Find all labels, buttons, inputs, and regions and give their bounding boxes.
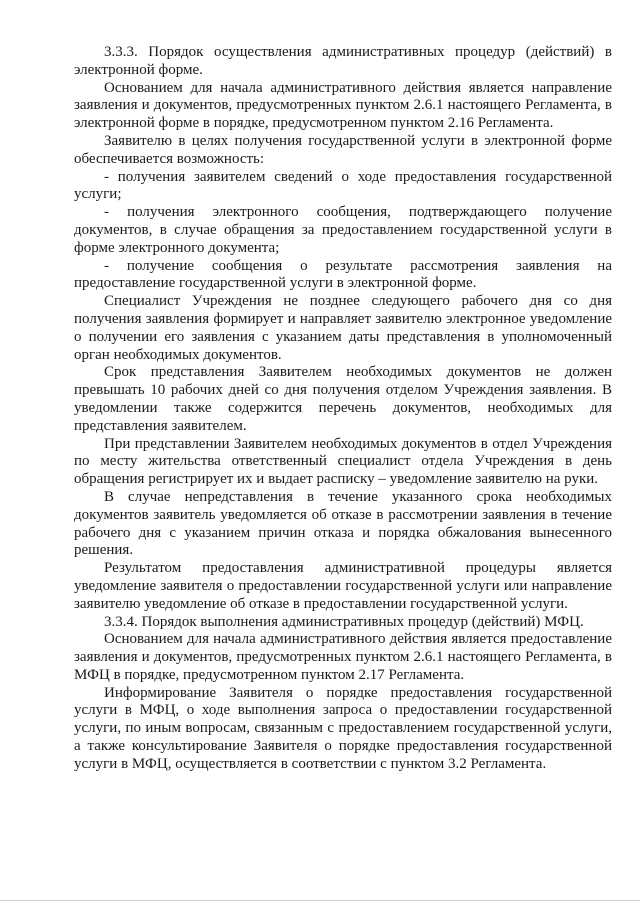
page-bottom-edge (0, 900, 640, 901)
list-item-status-info: - получения заявителем сведений о ходе предоставления государственной услуги; (74, 168, 612, 203)
section-heading-3-3-4: 3.3.4. Порядок выполнения административных процедур (действий) МФЦ. (104, 613, 584, 630)
document-page (74, 44, 612, 774)
paragraph-possibilities-intro: Заявителю в целях получения государственной услуги в электронной форме обеспечивается возможность: (74, 132, 612, 167)
list-item-receipt-confirmation: - получения электронного сообщения, подтверждающего получение документов, в случае обращения за предоставлением государственной услуги в форме электронного документа; (74, 204, 612, 256)
list-item-result-message: - получение сообщения о результате рассмотрения заявления на предоставление государственной услуги в электронной форме. (74, 257, 612, 292)
paragraph-basis-mfc: Основанием для начала административного действия является предоставление заявления и документов, предусмотренных пунктом 2.6.1 настоящего Регламента, в МФЦ в порядке, предусмотренном пунктом 2.17 Регламента. (74, 631, 612, 683)
paragraph-mfc-informing: Информирование Заявителя о порядке предоставления государственной услуги в МФЦ, о ходе выполнения запроса о предоставлении государственной услуги, по иным вопросам, связанным с предоставлением государственной услуги, а также консультирование Заявителя о порядке предоставления государственной услуги в МФЦ, осуществляется в соответствии с пунктом 3.2 Регламента. (74, 684, 612, 772)
paragraph-non-submission: В случае непредставления в течение указанного срока необходимых документов заявитель уведомляется об отказе в рассмотрении заявления в течение рабочего дня с указанием причин отказа и порядка обжалования вынесенного решения. (74, 488, 612, 559)
section-heading-3-3-3: 3.3.3. Порядок осуществления административных процедур (действий) в электронной форме. (74, 44, 612, 78)
paragraph-specialist-notice: Специалист Учреждения не позднее следующего рабочего дня со дня получения заявления формирует и направляет заявителю электронное уведомление о получении его заявления с указанием даты представления в уполномоченный орган необходимых документов. (74, 293, 612, 363)
paragraph-submission-deadline: Срок представления Заявителем необходимых документов не должен превышать 10 рабочих дней со дня получения отделом Учреждения заявления. В уведомлении также содержится перечень документов, необходимых для представления заявителем. (74, 364, 612, 434)
paragraph-procedure-result: Результатом предоставления административной процедуры является уведомление заявителя о предоставлении государственной услуги или направление заявителю уведомление об отказе в предоставлении государственной услуги. (74, 560, 612, 612)
paragraph-document-submission: При представлении Заявителем необходимых документов в отдел Учреждения по месту жительства ответственный специалист отдела Учреждения в день обращения регистрирует их и выдает расписку – уведомление заявителю на руки. (74, 435, 612, 488)
paragraph-basis-electronic: Основанием для начала административного действия является направление заявления и документов, предусмотренных пунктом 2.6.1 настоящего Регламента, в электронной форме в порядке, предусмотренном пунктом 2.16 Регламента. (74, 79, 612, 132)
